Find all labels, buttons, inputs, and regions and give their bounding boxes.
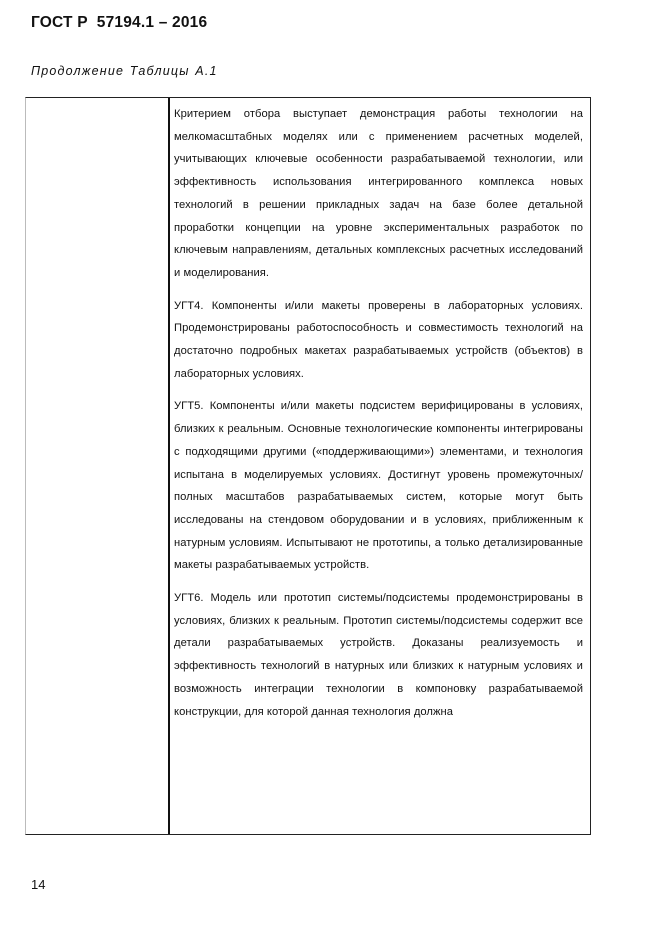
table-right-cell	[172, 98, 590, 834]
table-paragraph-criterion: Критерием отбора выступает демонстрация работы технологии на мелкомасштабных моделях или с применением расчетных моделей, учитывающих ключевые особенности разрабатываемой технологии, или эффективность использования интегрированного комплекса новых технологий в решении прикладных задач на базе более детальной проработки концепции на уровне экспериментальных разработок по ключевым направлениям, детальных комплексных расчетных исследований и моделирования.	[174, 108, 583, 279]
document-header: ГОСТ Р 57194.1 – 2016	[31, 14, 208, 31]
table-paragraph-ugt4: УГТ4. Компоненты и/или макеты проверены в лабораторных условиях. Продемонстрированы работоспособность и совместимость технологий на достаточно подробных макетах разрабатываемых устройств (объектов) в лабораторных условиях.	[174, 299, 583, 380]
continuation-table	[25, 97, 591, 835]
table-caption: Продолжение Таблицы А.1	[31, 64, 218, 78]
table-left-cell	[26, 98, 170, 834]
page-number: 14	[31, 877, 46, 892]
table-paragraph-ugt6: УГТ6. Модель или прототип системы/подсистемы продемонстрированы в условиях, близких к реальным. Прототип системы/подсистемы содержит все детали разрабатываемых устройств. Доказаны реализуемость и эффективность технологий в натурных или близких к натурным условиях и возможность интеграции технологии в компоновку разрабатываемой конструкции, для которой данная технология должна	[174, 592, 583, 718]
table-paragraph-ugt5: УГТ5. Компоненты и/или макеты подсистем верифицированы в условиях, близких к реальным. Основные технологические компоненты интегрированы с подходящими другими («поддерживающими») элементами, и технология испытана в моделируемых условиях. Достигнут уровень промежуточных/полных масштабов разрабатываемых систем, которые могут быть исследованы на стендовом оборудовании и в условиях, приближенным к натурным условиям. Испытывают не прототипы, а только детализированные макеты разрабатываемых устройств.	[174, 400, 583, 572]
